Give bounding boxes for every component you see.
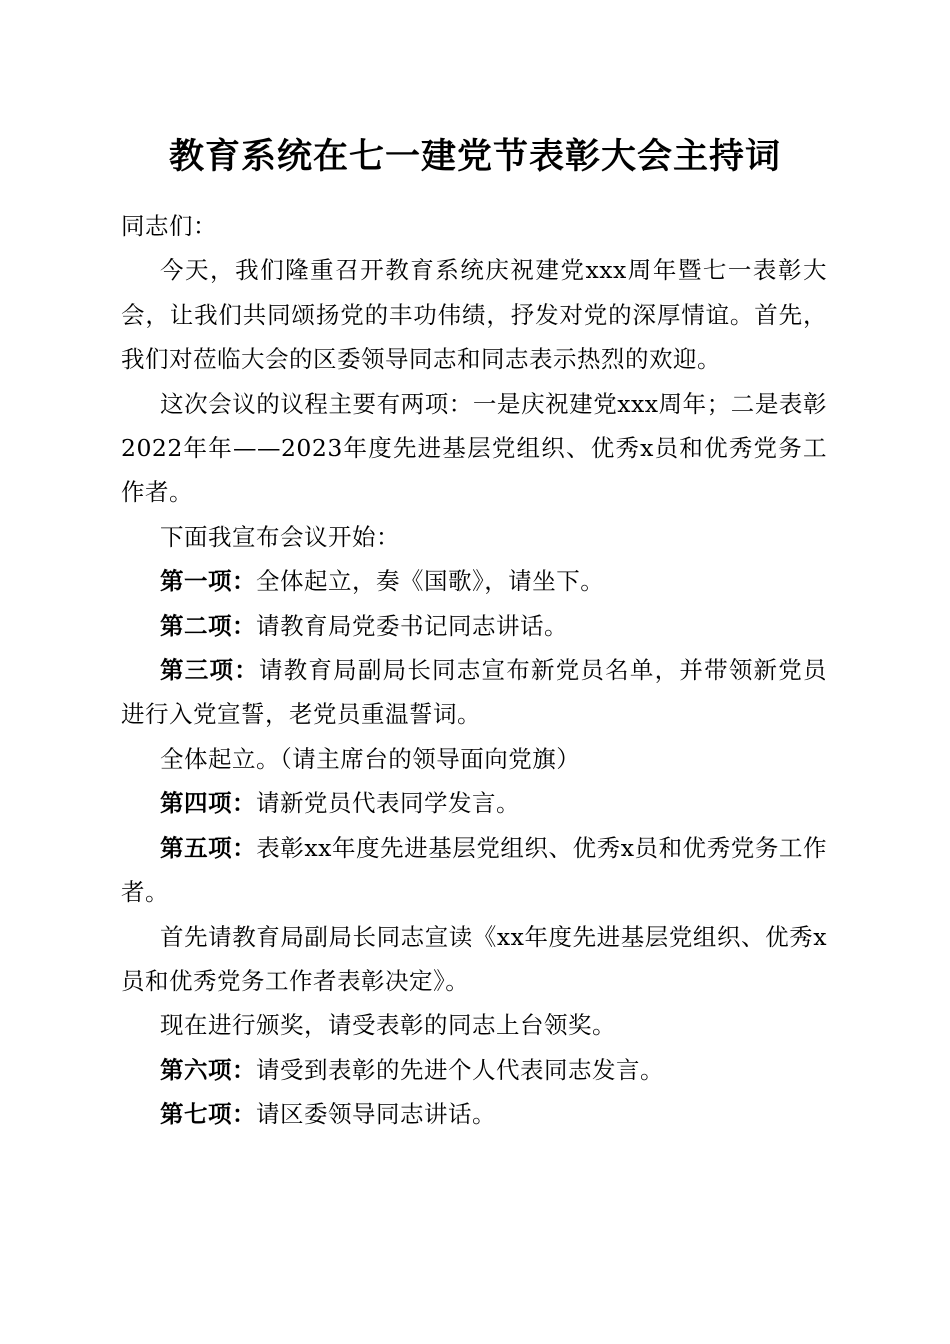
agenda-item-label: 第六项：: [160, 1055, 256, 1084]
agenda-item-text: 请受到表彰的先进个人代表同志发言。: [256, 1055, 664, 1084]
agenda-item-label: 第五项：: [160, 833, 257, 862]
agenda-item-5: [121, 826, 827, 915]
agenda-item-label: 第二项：: [160, 611, 256, 640]
agenda-item-text: 请区委领导同志讲话。: [256, 1100, 496, 1129]
paragraph: 这次会议的议程主要有两项：一是庆祝建党xxx周年；二是表彰2022年年——2023年度先进基层党组织、优秀x员和优秀党务工作者。: [121, 389, 827, 507]
agenda-item-2: [121, 604, 827, 648]
document-body: [121, 204, 827, 1137]
agenda-item-label: 第七项：: [160, 1100, 256, 1129]
agenda-item-text: 表彰xx年度先进基层党组织、优秀x员和优秀党务工作者。: [121, 833, 828, 907]
agenda-item-7: [121, 1092, 827, 1136]
paragraph: 首先请教育局副局长同志宣读《xx年度先进基层党组织、优秀x员和优秀党务工作者表彰决定》。: [121, 922, 827, 995]
agenda-item-text: 请教育局党委书记同志讲话。: [256, 611, 568, 640]
salutation: 同志们：: [121, 212, 217, 240]
agenda-item-label: 第三项：: [160, 656, 259, 685]
paragraph: 现在进行颁奖，请受表彰的同志上台领奖。: [160, 1011, 616, 1040]
agenda-item-text: 全体起立，奏《国歌》，请坐下。: [256, 567, 605, 596]
document-title: 教育系统在七一建党节表彰大会主持词: [168, 136, 781, 177]
agenda-item-text: 请新党员代表同学发言。: [256, 789, 520, 818]
agenda-item-1: [121, 559, 827, 603]
agenda-item-label: 第四项：: [160, 789, 256, 818]
agenda-item-text: 请教育局副局长同志宣布新党员名单，并带领新党员进行入党宣誓，老党员重温誓词。: [121, 656, 828, 729]
paragraph: 今天，我们隆重召开教育系统庆祝建党xxx周年暨七一表彰大会，让我们共同颂扬党的丰功伟绩，抒发对党的深厚情谊。首先，我们对莅临大会的区委领导同志和同志表示热烈的欢迎。: [121, 256, 827, 374]
agenda-item-6: [121, 1048, 827, 1092]
agenda-item-label: 第一项：: [160, 567, 256, 596]
agenda-item-3: [121, 648, 827, 737]
stage-note: 全体起立。（请主席台的领导面向党旗）: [160, 744, 581, 773]
agenda-item-4: [121, 781, 827, 825]
paragraph: 下面我宣布会议开始：: [160, 522, 400, 551]
